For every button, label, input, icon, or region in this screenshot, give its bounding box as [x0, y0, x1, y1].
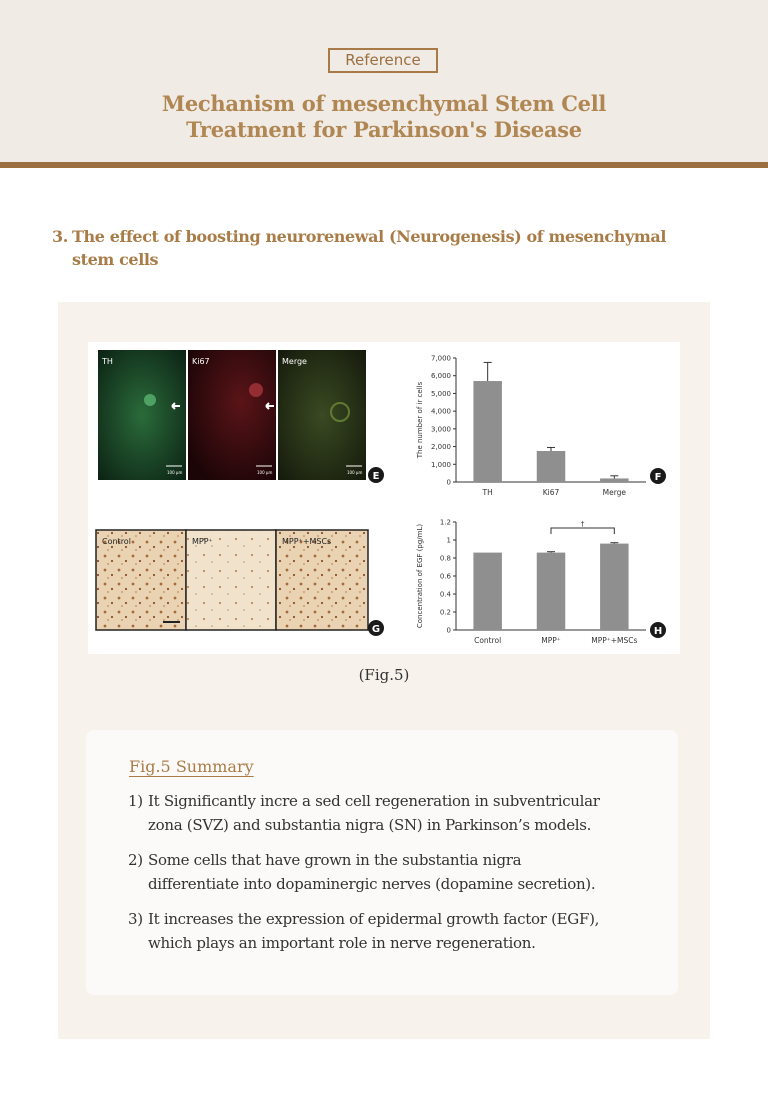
chart-f-bar — [537, 451, 566, 482]
th-cell — [144, 394, 156, 406]
chart-h — [416, 519, 646, 646]
panel-g-images — [96, 530, 384, 636]
panel-h-letter: H — [653, 626, 663, 637]
summary-item — [128, 907, 668, 955]
chart-h-category-label: MPP⁺ — [541, 636, 561, 645]
th-image — [98, 350, 186, 480]
chart-f — [416, 355, 646, 498]
summary-item-line: It increases the expression of epidermal growth factor (EGF), — [148, 910, 600, 928]
summary-item-line: zona (SVZ) and substantia nigra (SN) in Parkinson’s models. — [148, 816, 592, 834]
chart-h-category-label: MPP⁺+MSCs — [591, 636, 638, 645]
summary-item-line: Some cells that have grown in the substantia nigra — [148, 851, 522, 869]
chart-h-annotation: † — [580, 520, 585, 528]
summary-item-number: 3) — [128, 910, 143, 928]
header-divider — [0, 162, 768, 168]
summary-item-line: differentiate into dopaminergic nerves (dopamine secretion). — [148, 875, 596, 893]
summary-list — [128, 789, 668, 966]
chart-f-tick-label: 4,000 — [430, 407, 451, 416]
figure-caption: (Fig.5) — [358, 666, 410, 684]
figure-svg — [88, 342, 680, 654]
chart-h-tick-label: 1 — [446, 536, 451, 545]
section-line-1: The effect of boosting neurorenewal (Neurogenesis) of mesenchymal — [72, 227, 667, 246]
chart-f-tick-label: 1,000 — [430, 460, 451, 469]
chart-f-category-label: Merge — [602, 488, 627, 497]
chart-h-bar — [473, 553, 502, 630]
title-line-1: Mechanism of mesenchymal Stem Cell — [161, 91, 607, 116]
chart-f-tick-label: 0 — [446, 478, 451, 487]
section-heading — [52, 225, 692, 271]
chart-f-tick-label: 6,000 — [430, 372, 451, 381]
summary-item — [128, 848, 668, 896]
label-merge: Merge — [282, 357, 307, 366]
figure-5 — [88, 342, 680, 654]
summary-item-line: It Significantly incre a sed cell regeneration in subventricular — [148, 792, 600, 810]
summary-item-line: which plays an important role in nerve regeneration. — [148, 934, 536, 952]
chart-f-bar — [600, 478, 629, 482]
scale-label-2: 100 µm — [257, 470, 273, 475]
chart-h-tick-label: 1.2 — [439, 518, 451, 527]
page-title — [100, 91, 668, 143]
section-number: 3. — [52, 227, 68, 246]
scale-label-1: 100 µm — [167, 470, 183, 475]
chart-f-tick-label: 3,000 — [430, 425, 451, 434]
chart-f-tick-label: 7,000 — [430, 354, 451, 363]
summary-item-number: 2) — [128, 851, 143, 869]
chart-h-tick-label: 0 — [446, 626, 451, 635]
ki67-cell — [249, 383, 263, 397]
chart-h-significance-bracket — [551, 528, 614, 534]
panel-g-letter: G — [371, 624, 381, 635]
scale-label-3: 100 µm — [347, 470, 363, 475]
chart-h-y-label: Concentration of EGF (pg/mL) — [416, 523, 424, 629]
chart-f-y-label: The number of ir cells — [416, 381, 424, 459]
summary-item-number: 1) — [128, 792, 143, 810]
title-line-2: Treatment for Parkinson's Disease — [186, 117, 582, 142]
panel-e-letter: E — [372, 471, 380, 482]
reference-badge: Reference — [328, 48, 438, 73]
chart-f-bar — [473, 381, 502, 482]
panel-e-images — [98, 350, 384, 483]
chart-h-tick-label: 0.8 — [439, 554, 451, 563]
label-mpp: MPP⁺ — [192, 537, 213, 546]
chart-h-tick-label: 0.2 — [439, 608, 451, 617]
chart-f-tick-label: 2,000 — [430, 443, 451, 452]
chart-h-tick-label: 0.4 — [439, 590, 451, 599]
merge-image — [278, 350, 366, 480]
chart-f-category-label: Ki67 — [542, 488, 560, 497]
chart-h-category-label: Control — [474, 636, 502, 645]
summary-title: Fig.5 Summary — [129, 757, 254, 776]
summary-item — [128, 789, 668, 837]
chart-f-category-label: TH — [482, 488, 493, 497]
label-th: TH — [102, 357, 113, 366]
label-ki67: Ki67 — [192, 357, 210, 366]
chart-f-tick-label: 5,000 — [430, 389, 451, 398]
label-mpp-mscs: MPP⁺+MSCs — [282, 537, 332, 546]
chart-h-bar — [537, 553, 566, 630]
chart-h-bar — [600, 544, 629, 630]
chart-h-tick-label: 0.6 — [439, 572, 451, 581]
panel-f-letter: F — [654, 472, 662, 483]
section-line-2: stem cells — [72, 250, 159, 269]
ki67-image — [188, 350, 276, 480]
label-control: Control — [102, 537, 131, 546]
